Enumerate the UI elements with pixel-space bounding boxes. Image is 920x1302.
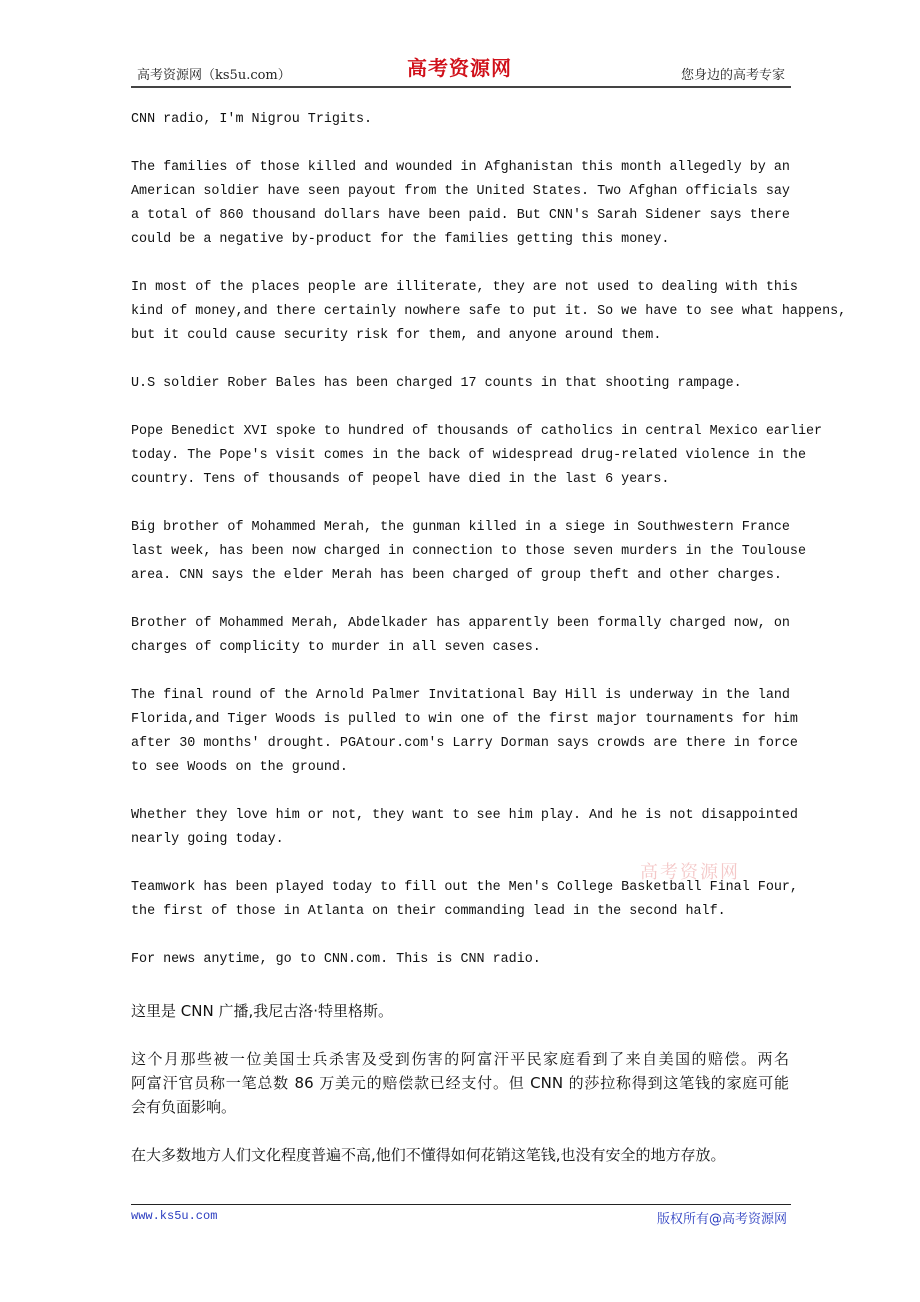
text-line: American soldier have seen payout from the United States. Two Afghan officials say [131, 184, 790, 199]
text-line: today. The Pope's visit comes in the back of widespread drug-related violence in the [131, 448, 806, 463]
paragraph [131, 1144, 789, 1168]
text-line: could be a negative by-product for the families getting this money. [131, 232, 670, 247]
text-line: U.S soldier Rober Bales has been charged 17 counts in that shooting rampage. [131, 376, 742, 391]
page-header [131, 52, 791, 88]
paragraph [131, 880, 798, 928]
text-line: CNN radio, I'm Nigrou Trigits. [131, 112, 373, 127]
site-logo: 高考资源网 [407, 56, 512, 80]
paragraph [131, 376, 789, 400]
text-line: Whether they love him or not, they want to see him play. And he is not disappointed [131, 808, 798, 823]
header-slogan: 您身边的高考专家 [680, 68, 785, 83]
paragraph [131, 1000, 789, 1024]
text-line: the first of those in Atlanta on their commanding lead in the second half. [131, 904, 726, 919]
text-line: to see Woods on the ground. [131, 760, 348, 775]
watermark: 高考资源网 [640, 862, 740, 883]
text-line: 在大多数地方人们文化程度普遍不高,他们不懂得如何花销这笔钱,也没有安全的地方存放。 [131, 1146, 726, 1164]
paragraph [131, 616, 789, 664]
text-line: country. Tens of thousands of peopel have died in the last 6 years. [131, 472, 670, 487]
footer-copyright: 版权所有@高考资源网 [656, 1212, 787, 1227]
text-line: after 30 months' drought. PGAtour.com's Larry Dorman says crowds are there in force [131, 736, 798, 751]
text-line: kind of money,and there certainly nowhere safe to put it. So we have to see what happens, [131, 304, 847, 319]
text-line: nearly going today. [131, 832, 284, 847]
text-line: The families of those killed and wounded in Afghanistan this month allegedly by an [131, 160, 790, 175]
text-line: 这里是 CNN 广播,我尼古洛·特里格斯。 [131, 1002, 393, 1020]
paragraph [131, 952, 789, 976]
text-line: 这个月那些被一位美国士兵杀害及受到伤害的阿富汗平民家庭看到了来自美国的赔偿。两名 [131, 1050, 789, 1068]
text-line: Brother of Mohammed Merah, Abdelkader has apparently been formally charged now, on [131, 616, 790, 631]
text-line: Big brother of Mohammed Merah, the gunman killed in a siege in Southwestern France [131, 520, 790, 535]
paragraph [131, 688, 798, 784]
text-line: 阿富汗官员称一笔总数 86 万美元的赔偿款已经支付。但 CNN 的莎拉称得到这笔钱的家庭可能 [131, 1074, 789, 1092]
text-line: Florida,and Tiger Woods is pulled to win one of the first major tournaments for him [131, 712, 798, 727]
paragraph [131, 280, 847, 352]
paragraph [131, 808, 798, 856]
text-line: charges of complicity to murder in all seven cases. [131, 640, 541, 655]
paragraph [131, 424, 823, 496]
text-line: last week, has been now charged in connection to those seven murders in the Toulouse [131, 544, 806, 559]
footer-link[interactable]: www.ks5u.com [131, 1209, 218, 1223]
paragraph [131, 520, 806, 592]
text-line: For news anytime, go to CNN.com. This is CNN radio. [131, 952, 541, 967]
text-line: but it could cause security risk for them, and anyone around them. [131, 328, 662, 343]
text-line: In most of the places people are illiterate, they are not used to dealing with this [131, 280, 798, 295]
paragraph [131, 160, 789, 256]
text-line: a total of 860 thousand dollars have been paid. But CNN's Sarah Sidener says there [131, 208, 790, 223]
text-line: The final round of the Arnold Palmer Invitational Bay Hill is underway in the land [131, 688, 790, 703]
text-line: area. CNN says the elder Merah has been charged of group theft and other charges. [131, 568, 782, 583]
page-footer [131, 1204, 791, 1227]
text-line: 会有负面影响。 [131, 1098, 237, 1116]
document-body [131, 112, 847, 1192]
header-site-name: 高考资源网（ks5u.com） [137, 68, 291, 83]
paragraph [131, 112, 789, 136]
text-line: Teamwork has been played today to fill out the Men's College Basketball Final Four, [131, 880, 798, 895]
paragraph [131, 1048, 789, 1120]
text-line: Pope Benedict XVI spoke to hundred of thousands of catholics in central Mexico earlier [131, 424, 823, 439]
